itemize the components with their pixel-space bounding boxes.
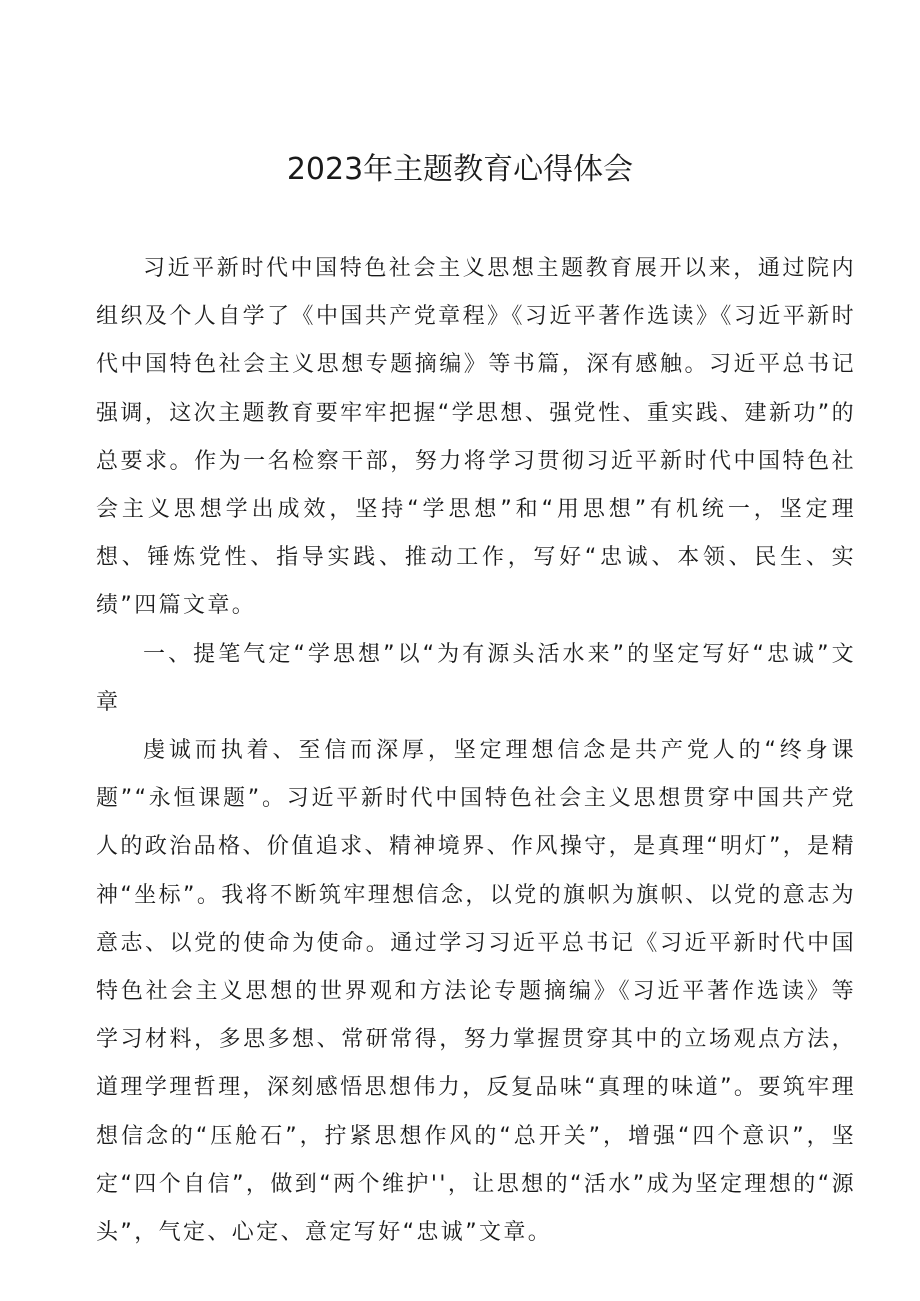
- document-body: [96, 245, 856, 1257]
- paragraph-intro: 习近平新时代中国特色社会主义思想主题教育展开以来，通过院内组织及个人自学了《中国共产党章程》《习近平著作选读》《习近平新时代中国特色社会主义思想专题摘编》等书篇，深有感触。习近平总书记强调，这次主题教育要牢牢把握“学思想、强党性、重实践、建新功”的总要求。作为一名检察干部，努力将学习贯彻习近平新时代中国特色社会主义思想学出成效，坚持“学思想”和“用思想”有机统一，坚定理想、锤炼党性、指导实践、推动工作，写好“忠诚、本领、民生、实绩”四篇文章。: [96, 256, 856, 619]
- document-title: 2023年主题教育心得体会: [286, 152, 634, 187]
- section-heading-1: 一、提笔气定“学思想”以“为有源头活水来”的坚定写好“忠诚”文章: [96, 641, 856, 715]
- paragraph-section-1: 虔诚而执着、至信而深厚，坚定理想信念是共产党人的“终身课题”“永恒课题”。习近平新时代中国特色社会主义思想贯穿中国共产党人的政治品格、价值追求、精神境界、作风操守，是真理“明灯”，是精神“坐标”。我将不断筑牢理想信念，以党的旗帜为旗帜、以党的意志为意志、以党的使命为使命。通过学习习近平总书记《习近平新时代中国特色社会主义思想的世界观和方法论专题摘编》《习近平著作选读》等学习材料，多思多想、常研常得，努力掌握贯穿其中的立场观点方法，道理学理哲理，深刻感悟思想伟力，反复品味“真理的味道”。要筑牢理想信念的“压舱石”，拧紧思想作风的“总开关”，增强“四个意识”，坚定“四个自信”，做到“两个维护''，让思想的“活水”成为坚定理想的“源头”，气定、心定、意定写好“忠诚”文章。: [96, 738, 856, 1246]
